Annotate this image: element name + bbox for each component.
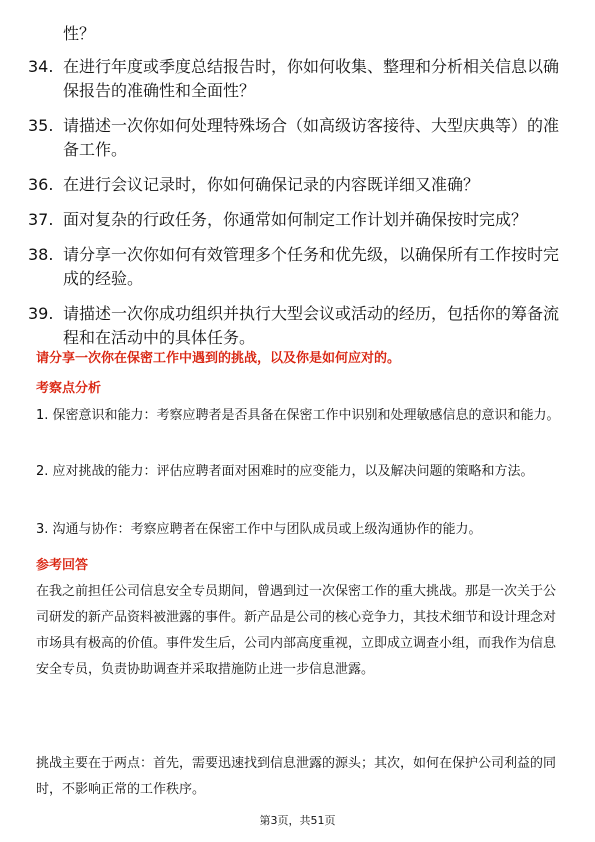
question-text: 请描述一次你成功组织并执行大型会议或活动的经历，包括你的筹备流程和在活动中的具体任务。: [63, 304, 560, 347]
question-number: 39.: [28, 304, 54, 323]
question-number: 35.: [28, 116, 54, 135]
question-number: 37.: [28, 210, 54, 229]
question-text: 请分享一次你如何有效管理多个任务和优先级，以确保所有工作按时完成的经验。: [63, 245, 560, 288]
answer-paragraph: 挑战主要在于两点：首先，需要迅速找到信息泄露的源头；其次，如何在保护公司利益的同时，不影响正常的工作秩序。: [36, 756, 557, 797]
question-item: [28, 173, 568, 197]
question-continuation: 性？: [63, 24, 96, 43]
question-item: [28, 302, 568, 350]
question-number: 34.: [28, 57, 54, 76]
question-text: 在进行年度或季度总结报告时，你如何收集、整理和分析相关信息以确保报告的准确性和全面性？: [63, 57, 560, 100]
answer-paragraph: 在我之前担任公司信息安全专员期间，曾遇到过一次保密工作的重大挑战。那是一次关于公司研发的新产品资料被泄露的事件。新产品是公司的核心竞争力，其技术细节和设计理念对市场具有极高的价值。事件发生后，公司内部高度重视，立即成立调查小组，而我作为信息安全专员，负责协助调查并采取措施防止进一步信息泄露。: [36, 584, 557, 677]
analysis-heading: 考察点分析: [36, 381, 102, 396]
page-number: 第3页，共51页: [259, 814, 336, 827]
question-item: [28, 114, 568, 162]
question-text: 请描述一次你如何处理特殊场合（如高级访客接待、大型庆典等）的准备工作。: [63, 116, 560, 159]
question-number: 38.: [28, 245, 54, 264]
question-item: [28, 208, 568, 232]
analysis-point: 1. 保密意识和能力：考察应聘者是否具备在保密工作中识别和处理敏感信息的意识和能力。: [36, 408, 560, 423]
analysis-point: 3. 沟通与协作：考察应聘者在保密工作中与团队成员或上级沟通协作的能力。: [36, 522, 482, 537]
question-list: [28, 55, 568, 361]
question-item: [28, 55, 568, 103]
question-text: 面对复杂的行政任务，你通常如何制定工作计划并确保按时完成？: [63, 210, 528, 229]
answer-heading: 参考回答: [36, 558, 89, 573]
question-text: 在进行会议记录时，你如何确保记录的内容既详细又准确？: [63, 175, 480, 194]
question-number: 36.: [28, 175, 54, 194]
featured-question: 请分享一次你在保密工作中遇到的挑战，以及你是如何应对的。: [36, 351, 401, 366]
question-item: [28, 243, 568, 291]
analysis-point: 2. 应对挑战的能力：评估应聘者面对困难时的应变能力，以及解决问题的策略和方法。: [36, 464, 534, 479]
